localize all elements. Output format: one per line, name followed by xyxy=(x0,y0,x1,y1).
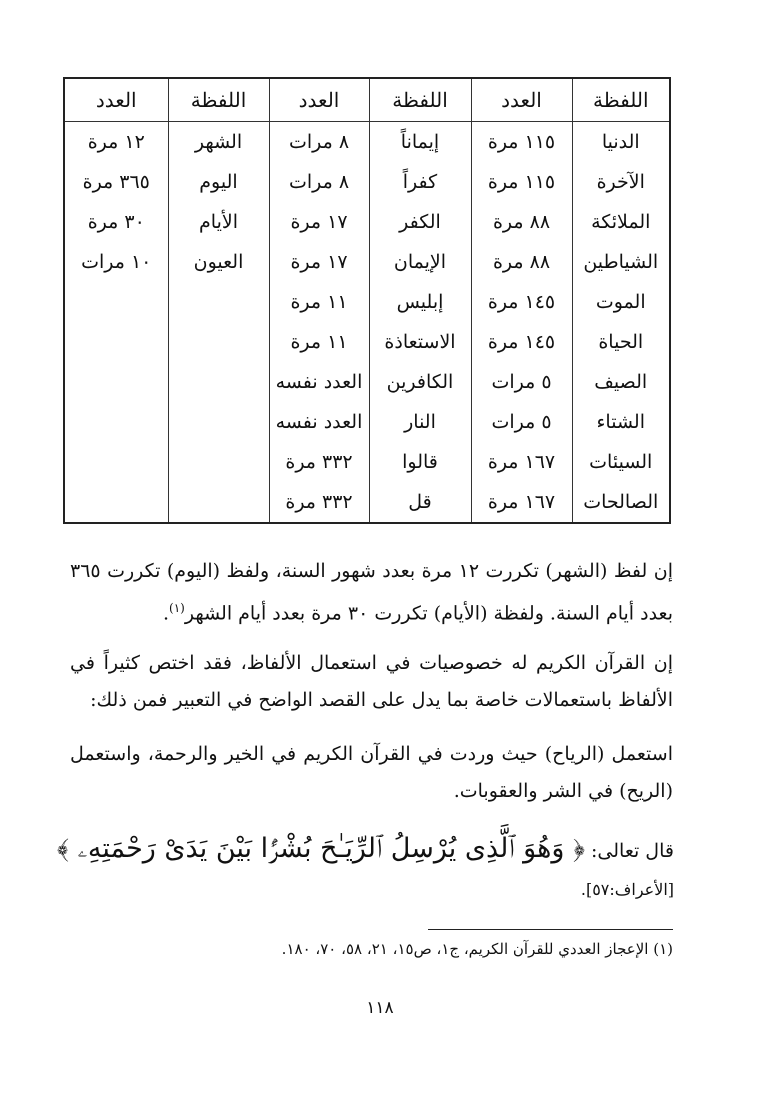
table-cell: ١١٥ مرة xyxy=(487,171,556,193)
table-cell: الموت xyxy=(595,291,646,313)
table-header-row xyxy=(64,78,670,122)
table-cell: إيماناً xyxy=(400,131,440,153)
table-cell: ١١٥ مرة xyxy=(487,131,556,153)
word-count-table xyxy=(63,77,671,524)
table-cell: اليوم xyxy=(199,171,238,193)
table-cell: العدد نفسه xyxy=(275,411,363,433)
header-count-2: العدد xyxy=(269,78,369,122)
column-counts-1 xyxy=(471,122,572,524)
table-cell: كفراً xyxy=(402,171,438,193)
footnote-divider xyxy=(428,929,673,930)
table-cell: ٨٨ مرة xyxy=(492,211,551,233)
header-count-3: العدد xyxy=(64,78,168,122)
table-cell: ١٠ مرات xyxy=(81,251,152,273)
table-cell: ١٤٥ مرة xyxy=(487,291,556,313)
table-cell: ٣٣٢ مرة xyxy=(285,451,353,473)
table-cell: العدد نفسه xyxy=(275,371,363,393)
paragraph-end: . xyxy=(162,602,170,625)
table-cell: ٥ مرات xyxy=(491,371,552,393)
table-cell: ٨ مرات xyxy=(288,131,350,153)
verse-text: وَهُوَ ٱلَّذِى يُرْسِلُ ٱلرِّيَـٰحَ بُشْرًۢا بَيْنَ يَدَىْ رَحْمَتِهِۦ xyxy=(77,833,565,864)
quran-verse xyxy=(57,833,585,864)
paragraph-text: إن لفظ (الشهر) تكررت ١٢ مرة بعدد شهور السنة، ولفظ (اليوم) تكررت ٣٦٥ بعدد أيام السنة. ولفظة (الأيام) تكررت ٣٠ مرة بعدد أيام الشهر xyxy=(70,560,673,625)
table-cell: ٥ مرات xyxy=(491,411,552,433)
header-word-2: اللفظة xyxy=(369,78,471,122)
table-cell: الملائكة xyxy=(591,211,651,233)
table-cell: ٨٨ مرة xyxy=(492,251,551,273)
table-cell: الآخرة xyxy=(596,171,645,193)
paragraph-winds: استعمل (الرياح) حيث وردت في القرآن الكريم في الخير والرحمة، واستعمل (الريح) في الشر والعقوبات. xyxy=(70,743,673,802)
verse-intro: قال تعالى: xyxy=(591,840,674,862)
table-cell: الشتاء xyxy=(596,411,645,433)
table-cell: الصالحات xyxy=(583,491,659,513)
table-cell: الصيف xyxy=(594,371,648,393)
table-cell: الاستعاذة xyxy=(384,331,456,353)
table-cell: ١١ مرة xyxy=(290,291,348,313)
column-counts-3 xyxy=(64,122,168,524)
table-cell: الحياة xyxy=(598,331,644,353)
table-cell: الشياطين xyxy=(583,251,659,273)
table-cell: ١٢ مرة xyxy=(87,131,145,153)
paragraph-months-days xyxy=(70,553,673,632)
table-cell: ٣٦٥ مرة xyxy=(82,171,150,193)
table-cell: الدنيا xyxy=(601,131,640,153)
table-cell: إبليس xyxy=(396,291,444,313)
verse-reference: [الأعراف:٥٧]. xyxy=(580,880,674,899)
column-counts-2 xyxy=(269,122,369,524)
table-cell: السيئات xyxy=(589,451,653,473)
table-cell: الأيام xyxy=(199,211,238,233)
page-number: ١١٨ xyxy=(366,998,394,1018)
table-cell: العيون xyxy=(193,251,244,273)
table-cell: قل xyxy=(408,491,432,513)
verse-open-bracket: ﴿ xyxy=(572,833,585,864)
footnote-marker: (١) xyxy=(169,601,185,615)
header-count-1: العدد xyxy=(471,78,572,122)
table-cell: ١٧ مرة xyxy=(290,251,348,273)
table-cell: النار xyxy=(404,411,436,433)
table-cell: الكفر xyxy=(399,211,441,233)
table-cell: ٨ مرات xyxy=(288,171,350,193)
table-cell: الكافرين xyxy=(386,371,454,393)
header-word-3: اللفظة xyxy=(168,78,269,122)
verse-close-bracket: ﴾ xyxy=(57,833,70,864)
column-words-1 xyxy=(572,122,670,524)
table-cell: ٣٠ مرة xyxy=(87,211,145,233)
table-cell: ١٦٧ مرة xyxy=(487,491,556,513)
table-cell: ١٧ مرة xyxy=(290,211,348,233)
paragraph-word-usage: إن القرآن الكريم له خصوصيات في استعمال الألفاظ، فقد اختص كثيراً في الألفاظ باستعمالات خاصة بما يدل على القصد الواضح في التعبير فمن ذلك: xyxy=(70,652,673,711)
table-body-row xyxy=(64,122,670,524)
table-cell: الإيمان xyxy=(393,251,447,273)
table-cell: ١٤٥ مرة xyxy=(487,331,556,353)
table-cell: ١١ مرة xyxy=(290,331,348,353)
column-words-2 xyxy=(369,122,471,524)
table-cell: ٣٣٢ مرة xyxy=(285,491,353,513)
column-words-3 xyxy=(168,122,269,524)
verse-line xyxy=(40,826,674,874)
table-cell: قالوا xyxy=(402,451,438,473)
footnote: (١) الإعجاز العددي للقرآن الكريم، ج١، ص١٥، ٢١، ٥٨، ٧٠، ١٨٠. xyxy=(281,940,673,958)
table-cell: ١٦٧ مرة xyxy=(487,451,556,473)
table-cell: الشهر xyxy=(194,131,243,153)
header-word-1: اللفظة xyxy=(572,78,670,122)
